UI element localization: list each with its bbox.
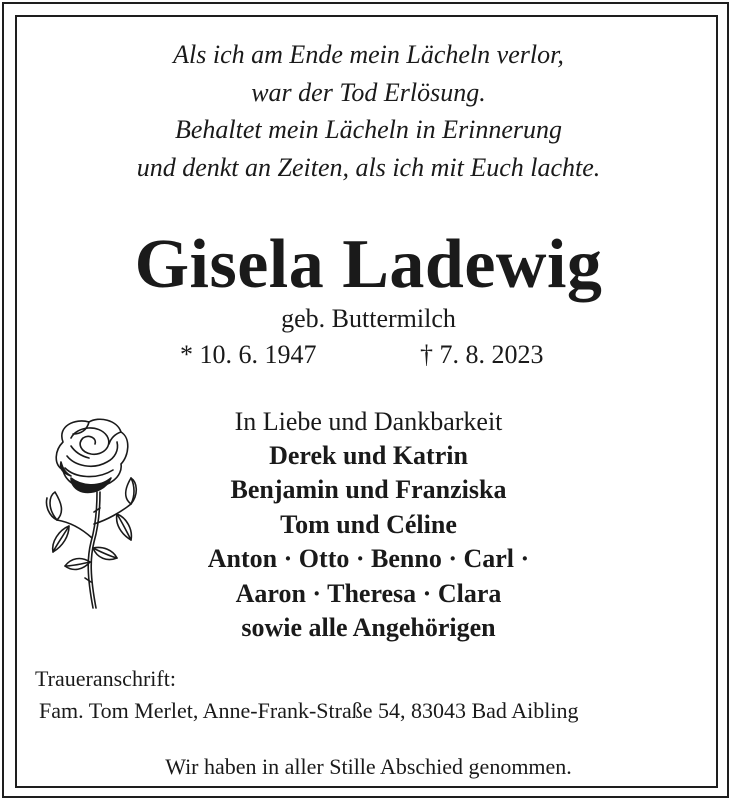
mourner-line: Anton · Otto · Benno · Carl ·	[207, 544, 530, 574]
mourner-line: sowie alle Angehörigen	[241, 613, 496, 643]
address-label: Traueranschrift:	[35, 666, 176, 691]
poem	[17, 36, 720, 186]
poem-line: war der Tod Erlösung.	[251, 77, 486, 107]
poem-line: Als ich am Ende mein Lächeln verlor,	[173, 40, 564, 69]
deceased-name: Gisela Ladewig	[134, 226, 603, 303]
poem-line: und denkt an Zeiten, als ich mit Euch lachte.	[136, 152, 601, 182]
mourner-line: Benjamin und Franziska	[230, 475, 507, 505]
death-date: † 7. 8. 2023	[420, 340, 544, 369]
mourner-line: Tom und Céline	[280, 509, 457, 539]
maiden-name: geb. Buttermilch	[281, 304, 456, 333]
birth-date: * 10. 6. 1947	[180, 340, 317, 369]
closing-note: Wir haben in aller Stille Abschied genommen.	[165, 754, 572, 779]
address-text: Fam. Tom Merlet, Anne-Frank-Straße 54, 83043 Bad Aibling	[39, 698, 579, 723]
mourners-list	[17, 439, 720, 645]
outer-frame	[2, 2, 729, 798]
obituary-card	[15, 15, 718, 788]
mourners-intro: In Liebe und Dankbarkeit	[234, 407, 503, 436]
mourner-line: Aaron · Theresa · Clara	[235, 578, 502, 608]
poem-line: Behaltet mein Lächeln in Erinnerung	[174, 115, 563, 144]
mourner-line: Derek und Katrin	[269, 441, 468, 470]
